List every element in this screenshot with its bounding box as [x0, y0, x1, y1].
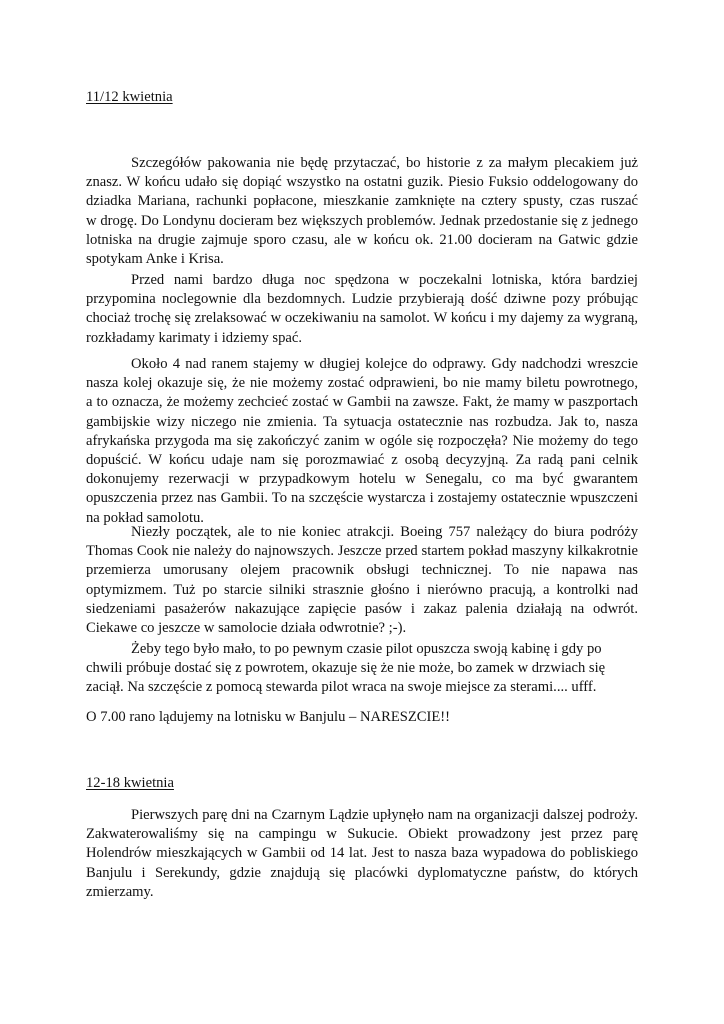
text-line: przemierza umorusany olejem pracownik obsługi technicznej. To nie napawa nas — [86, 562, 638, 579]
text-line: rozkładamy karimaty i idziemy spać. — [86, 329, 302, 346]
paragraph-pilot — [86, 640, 638, 698]
paragraph-boeing — [86, 523, 638, 638]
text-line: Pierwszych parę dni na Czarnym Lądzie upłynęło nam na organizacji dalszej podroży. — [131, 807, 638, 823]
text-line: Przed nami bardzo długa noc spędzona w poczekalni lotniska, która bardziej — [131, 272, 638, 288]
text-line: chwili próbuje dostać się z powrotem, okazuje się że nie może, bo zamek w drzwiach się — [86, 660, 606, 677]
text-line: Szczegółów pakowania nie będę przytaczać, bo historie z za małym plecakiem już — [131, 155, 638, 171]
text-line: zmierzamy. — [86, 883, 154, 900]
text-line: dokonujemy rezerwacji w przypadkowym hotelu w Senegalu, co ma być gwarantem — [86, 471, 638, 488]
text-line: znasz. W końcu udało się dopiąć wszystko na ostatni guzik. Piesio Fuksio oddelogowany do — [86, 174, 638, 191]
paragraph-first-days — [86, 806, 638, 902]
text-line: lotniska na drugie zajmuje sporo czasu, ale w końcu ok. 21.00 docieram na Gatwic gdzie — [86, 231, 638, 248]
text-line: Holendrów mieszkających w Gambii od 14 lat. Jest to nasza baza wypadowa do pobliskiego — [86, 845, 638, 862]
text-line: optymizmem. Tuż po starcie silniki strasznie głośno i nierówno pracują, a kontrolki nad — [86, 581, 638, 598]
text-line: Ciekawe co jeszcze w samolocie działa odwrotnie? ;-). — [86, 619, 407, 636]
text-line: w drogę. Do Londynu docieram bez większych problemów. Jednak przedostanie się z jednego — [86, 212, 638, 229]
text-line: dopuścić. W końcu udaje nam się porozmawiać z osobą decyzyjną. Za radą pani celnik — [86, 451, 638, 468]
text-line: gambijskie wizy niczego nie zmienia. Ta sytuacja ostatecznie nas rozbudza. Jak to, nasza — [86, 413, 638, 430]
text-line: chociaż trochę się zrelaksować w oczekiwaniu na samolot. W końcu i my dajemy za wygraną, — [86, 310, 638, 327]
text-line: Niezły początek, ale to nie koniec atrakcji. Boeing 757 należący do biura podróży — [131, 524, 638, 540]
text-line: Około 4 nad ranem stajemy w długiej kolejce do odprawy. Gdy nadchodzi wreszcie — [131, 356, 638, 372]
text-line: nasza kolej okazuje się, że nie możemy zostać odprawieni, bo nie mamy biletu powrotnego, — [86, 375, 638, 392]
section-heading-11-12-kwietnia: 11/12 kwietnia — [86, 89, 173, 105]
text-line: siedzeniami pasażerów nakazujące zapięcie pasów i zakaz palenia działają na odwrót. — [86, 600, 638, 617]
text-line: Żeby tego było mało, to po pewnym czasie pilot opuszcza swoją kabinę i gdy po — [131, 641, 602, 657]
text-line: zaciął. Na szczęście z pomocą stewarda pilot wraca na swoje miejsce za sterami.... ufff. — [86, 679, 597, 696]
text-line: Zakwaterowaliśmy się na campingu w Sukucie. Obiekt prowadzony jest przez parę — [86, 826, 638, 843]
text-line: dziadka Mariana, rachunki popłacone, mieszkanie zamknięte na cztery spusty, czas ruszać — [86, 193, 638, 210]
text-line: a to oznacza, że możemy zechcieć zostać w Gambii na zawsze. Fakt, że mamy w paszportach — [86, 394, 638, 411]
closing-line: O 7.00 rano lądujemy na lotnisku w Banjulu – NARESZCIE!! — [86, 709, 450, 725]
text-line: przypomina noclegownie dla bezdomnych. Ludzie przybierają dość dziwne pozy próbując — [86, 291, 638, 308]
paragraph-night-at-airport — [86, 271, 638, 348]
text-line: spotykam Anke i Krisa. — [86, 250, 224, 267]
paragraph-packing — [86, 154, 638, 269]
section-heading-12-18-kwietnia: 12-18 kwietnia — [86, 775, 174, 791]
text-line: Banjulu i Serekundy, gdzie znajdują się placówki dyplomatyczne państw, do których — [86, 864, 638, 881]
text-line: Thomas Cook nie należy do najnowszych. Jeszcze przed startem pokład maszyny kilkakrotnie — [86, 543, 638, 560]
paragraph-check-in — [86, 355, 638, 528]
text-line: opuszczenia przez nas Gambii. To na szczęście wystarcza i zostajemy ostatecznie wpuszczeni — [86, 490, 638, 507]
text-line: na pokład samolotu. — [86, 509, 204, 526]
text-line: afrykańska przygoda ma się zakończyć zanim w ogóle się rozpoczęła? Nie możemy do tego — [86, 432, 638, 449]
